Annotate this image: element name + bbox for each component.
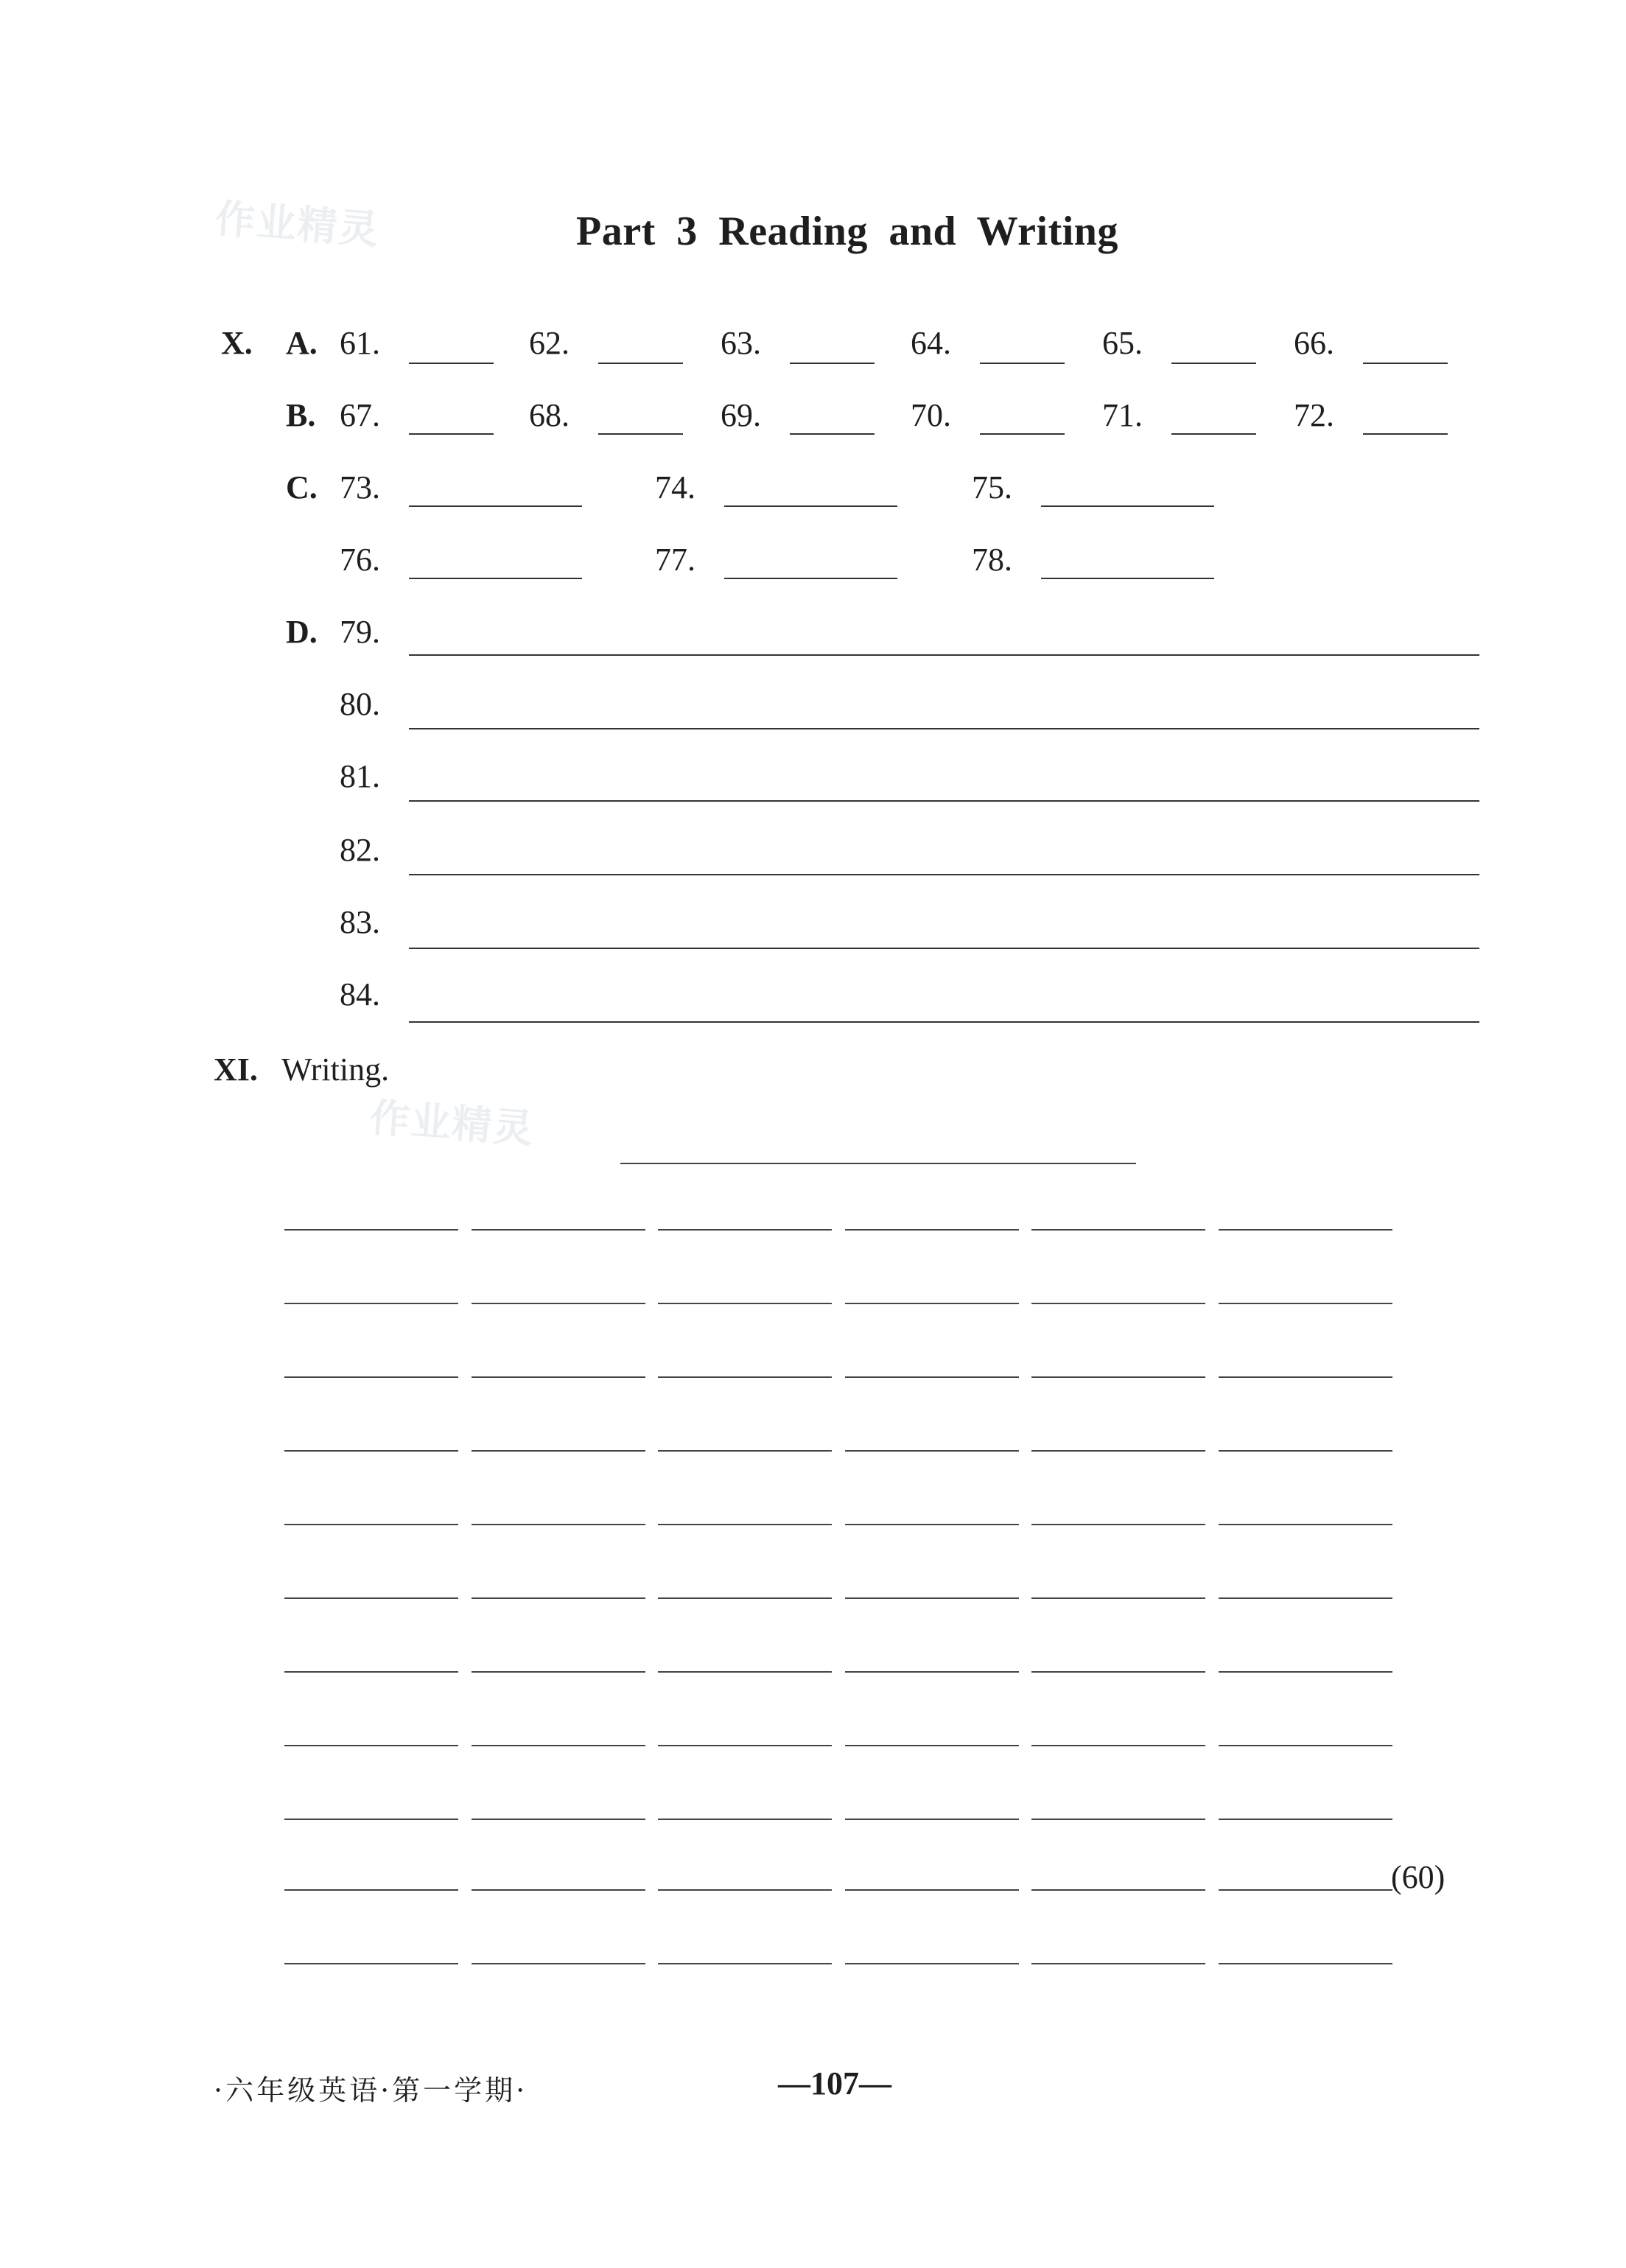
writing-line-segment[interactable] [472,1229,645,1231]
writing-line-segment[interactable] [658,1229,832,1231]
writing-line-segment[interactable] [845,1963,1019,1964]
writing-line-segment[interactable] [845,1229,1019,1231]
answer-blank[interactable] [1041,505,1214,507]
writing-line-segment[interactable] [658,1376,832,1378]
answer-blank[interactable] [724,505,897,507]
writing-line-segment[interactable] [472,1963,645,1964]
question-number: 61. [340,325,380,361]
writing-line-segment[interactable] [472,1671,645,1673]
writing-line-segment[interactable] [1219,1229,1392,1231]
writing-line-segment[interactable] [284,1597,458,1599]
writing-line-segment[interactable] [284,1303,458,1304]
writing-line-segment[interactable] [1219,1963,1392,1964]
answer-line[interactable] [409,1021,1479,1023]
writing-line-segment[interactable] [1031,1229,1205,1231]
answer-blank[interactable] [598,363,683,364]
writing-line-segment[interactable] [1219,1597,1392,1599]
writing-line-segment[interactable] [1219,1671,1392,1673]
writing-line-segment[interactable] [1031,1376,1205,1378]
answer-blank[interactable] [980,433,1065,435]
writing-line-segment[interactable] [1219,1303,1392,1304]
writing-line-segment[interactable] [658,1450,832,1452]
question-number: 67. [340,397,380,433]
writing-line-segment[interactable] [284,1229,458,1231]
writing-line-segment[interactable] [845,1303,1019,1304]
writing-line-segment[interactable] [658,1963,832,1964]
writing-line-segment[interactable] [472,1376,645,1378]
writing-line-segment[interactable] [1219,1889,1392,1891]
question-number: 79. [340,614,380,650]
answer-blank[interactable] [790,363,875,364]
writing-line-segment[interactable] [658,1819,832,1820]
writing-line-segment[interactable] [658,1597,832,1599]
answer-blank[interactable] [1363,363,1448,364]
writing-line-segment[interactable] [1219,1745,1392,1746]
question-number: 69. [721,397,761,433]
answer-blank[interactable] [409,363,494,364]
writing-line-segment[interactable] [284,1524,458,1525]
answer-blank[interactable] [790,433,875,435]
writing-line-segment[interactable] [472,1303,645,1304]
question-number: 75. [972,469,1012,505]
section-x-numeral: X. [221,325,253,361]
writing-line-segment[interactable] [284,1671,458,1673]
section-xi-numeral: XI. [214,1051,258,1088]
question-number: 63. [721,325,761,361]
writing-line-segment[interactable] [472,1450,645,1452]
answer-line[interactable] [409,800,1479,802]
writing-line-segment[interactable] [658,1889,832,1891]
answer-blank[interactable] [724,578,897,579]
question-number: 74. [655,469,695,505]
writing-line-segment[interactable] [658,1745,832,1746]
question-number: 78. [972,542,1012,578]
question-number: 77. [655,542,695,578]
writing-line-segment[interactable] [845,1819,1019,1820]
writing-line-segment[interactable] [1031,1963,1205,1964]
writing-label: Writing. [281,1051,390,1088]
writing-line-segment[interactable] [658,1303,832,1304]
watermark-top: 作业精灵 [213,195,382,253]
writing-line-segment[interactable] [845,1889,1019,1891]
answer-blank[interactable] [1363,433,1448,435]
writing-line-segment[interactable] [1219,1819,1392,1820]
writing-line-segment[interactable] [1219,1524,1392,1525]
answer-blank[interactable] [1041,578,1214,579]
writing-line-segment[interactable] [1031,1745,1205,1746]
writing-line-segment[interactable] [658,1671,832,1673]
writing-line-segment[interactable] [1219,1450,1392,1452]
page-title: Part 3 Reading and Writing [576,209,1118,254]
watermark-middle: 作业精灵 [368,1094,536,1152]
question-number: 80. [340,686,380,722]
writing-line-segment[interactable] [658,1524,832,1525]
part-b-label: B. [286,397,316,433]
writing-line-segment[interactable] [1031,1671,1205,1673]
writing-line-segment[interactable] [1219,1376,1392,1378]
writing-line-segment[interactable] [1031,1524,1205,1525]
writing-line-segment[interactable] [284,1745,458,1746]
answer-line[interactable] [409,874,1479,875]
answer-blank[interactable] [409,433,494,435]
question-number: 71. [1102,397,1143,433]
writing-line-segment[interactable] [472,1819,645,1820]
question-number: 81. [340,758,380,794]
writing-line-segment[interactable] [284,1819,458,1820]
answer-blank[interactable] [1171,363,1256,364]
answer-line[interactable] [409,728,1479,729]
writing-line-segment[interactable] [472,1597,645,1599]
writing-line-segment[interactable] [845,1376,1019,1378]
writing-line-segment[interactable] [1031,1889,1205,1891]
writing-line-segment[interactable] [1031,1303,1205,1304]
writing-line-segment[interactable] [845,1524,1019,1525]
writing-line-segment[interactable] [472,1745,645,1746]
answer-blank[interactable] [409,578,582,579]
question-number: 66. [1294,325,1334,361]
page-number: —107— [778,2065,891,2101]
answer-line[interactable] [409,948,1479,949]
score-label: (60) [1391,1859,1445,1895]
writing-line-segment[interactable] [472,1889,645,1891]
writing-line-segment[interactable] [284,1376,458,1378]
writing-line-segment[interactable] [472,1524,645,1525]
part-c-label: C. [286,469,318,505]
writing-line-segment[interactable] [284,1963,458,1964]
question-number: 76. [340,542,380,578]
question-number: 84. [340,976,380,1012]
question-number: 82. [340,832,380,868]
writing-line-segment[interactable] [1031,1450,1205,1452]
writing-line-segment[interactable] [1031,1819,1205,1820]
writing-line-segment[interactable] [845,1671,1019,1673]
writing-line-segment[interactable] [845,1597,1019,1599]
question-number: 62. [529,325,570,361]
question-number: 73. [340,469,380,505]
question-number: 83. [340,904,380,940]
answer-blank[interactable] [980,363,1065,364]
writing-line-segment[interactable] [845,1450,1019,1452]
footer-book-info: ·六年级英语·第一学期· [214,2074,528,2107]
answer-line[interactable] [409,654,1479,656]
writing-line-segment[interactable] [1031,1597,1205,1599]
writing-line-segment[interactable] [845,1745,1019,1746]
answer-blank[interactable] [409,505,582,507]
question-number: 72. [1294,397,1334,433]
answer-blank[interactable] [1171,433,1256,435]
writing-line-segment[interactable] [284,1889,458,1891]
question-number: 65. [1102,325,1143,361]
writing-title-line[interactable] [620,1163,1136,1164]
writing-line-segment[interactable] [284,1450,458,1452]
part-d-label: D. [286,614,318,650]
question-number: 68. [529,397,570,433]
answer-blank[interactable] [598,433,683,435]
part-a-label: A. [286,325,318,361]
question-number: 70. [911,397,951,433]
question-number: 64. [911,325,951,361]
